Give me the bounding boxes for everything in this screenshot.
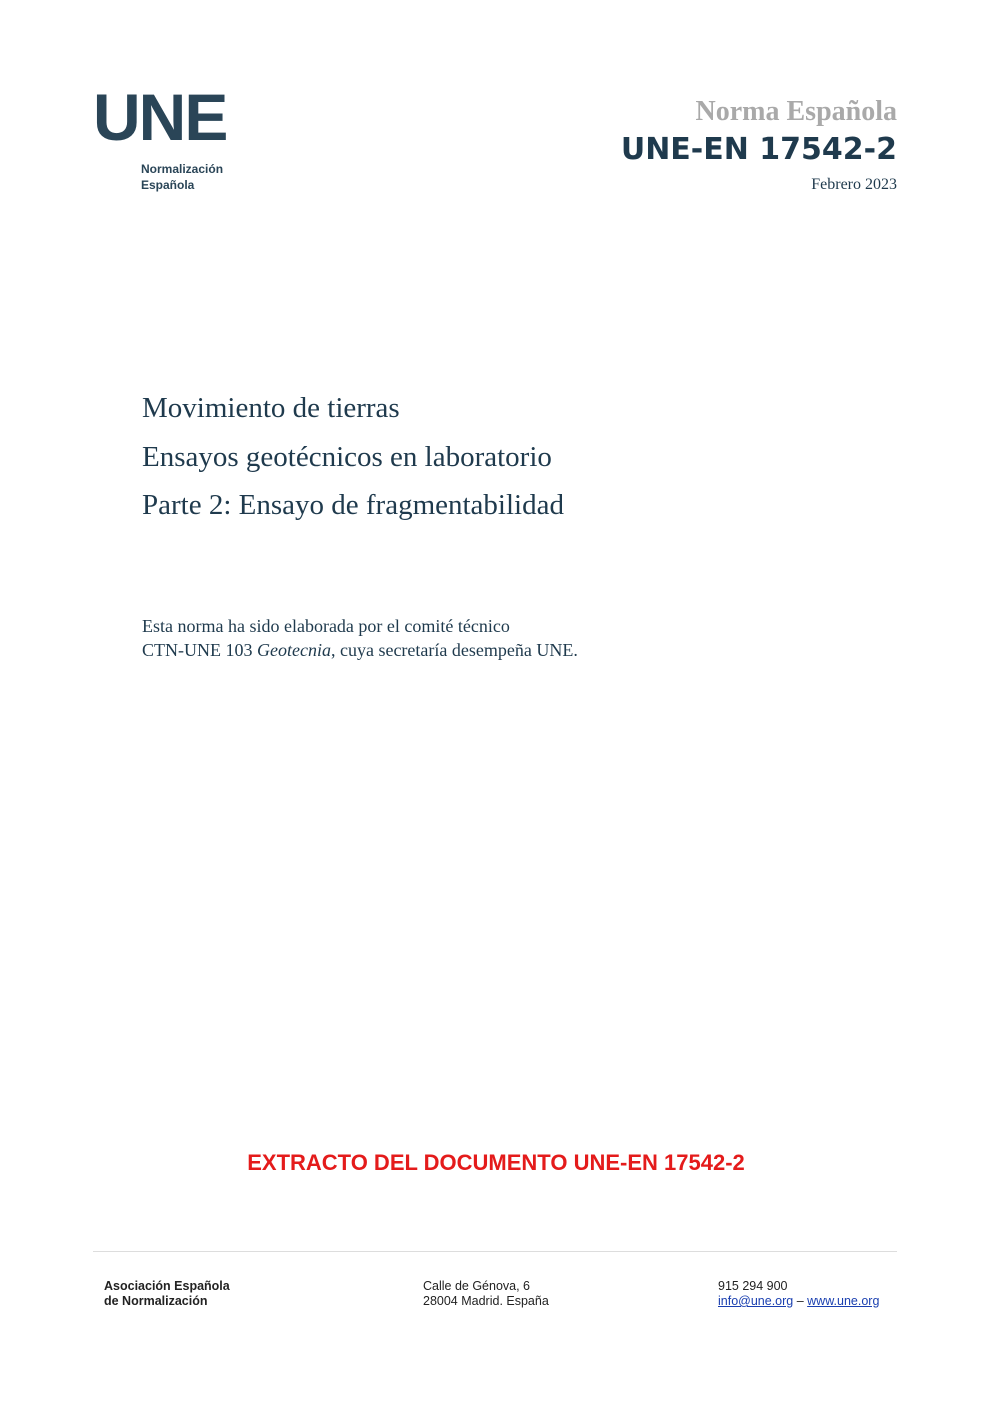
footer-address-line2: 28004 Madrid. España <box>423 1294 549 1308</box>
footer-links <box>718 1294 879 1309</box>
document-titles <box>142 384 564 530</box>
footer-org-line1: Asociación Española <box>104 1279 230 1293</box>
footer-address <box>423 1279 549 1309</box>
une-logo-mark: UNE <box>93 80 227 154</box>
committee-line-1: Esta norma ha sido elaborada por el comité técnico <box>142 616 510 636</box>
une-logo-subtitle <box>141 161 223 193</box>
standard-kicker: Norma Española <box>695 96 897 127</box>
footer-phone: 915 294 900 <box>718 1279 788 1293</box>
extract-notice: EXTRACTO DEL DOCUMENTO UNE-EN 17542-2 <box>247 1150 745 1175</box>
website-link[interactable]: www.une.org <box>807 1294 880 1308</box>
committee-name: Geotecnia <box>257 640 331 660</box>
committee-secretariat: , cuya secretaría desempeña UNE. <box>330 640 578 660</box>
email-link[interactable]: info@une.org <box>718 1294 794 1308</box>
title-line-1: Movimiento de tierras <box>142 392 400 424</box>
committee-line-2 <box>142 638 578 662</box>
committee-statement <box>142 614 578 662</box>
footer-address-line1: Calle de Génova, 6 <box>423 1279 531 1293</box>
link-separator: – <box>793 1294 808 1308</box>
logo-subtitle-line1: Normalización <box>141 162 224 176</box>
title-line-2: Ensayos geotécnicos en laboratorio <box>142 440 552 473</box>
document-header <box>621 96 897 194</box>
title-line-3: Parte 2: Ensayo de fragmentabilidad <box>142 489 564 521</box>
footer-organization <box>104 1279 230 1309</box>
committee-code: CTN-UNE 103 <box>142 640 257 660</box>
footer-org-line2: de Normalización <box>104 1294 208 1308</box>
publication-date: Febrero 2023 <box>811 176 897 193</box>
une-logo <box>93 80 243 198</box>
standard-code: UNE-EN 17542-2 <box>620 132 897 167</box>
logo-subtitle-line2: Española <box>141 178 195 192</box>
footer-divider <box>93 1251 897 1252</box>
footer-contact <box>718 1279 879 1309</box>
